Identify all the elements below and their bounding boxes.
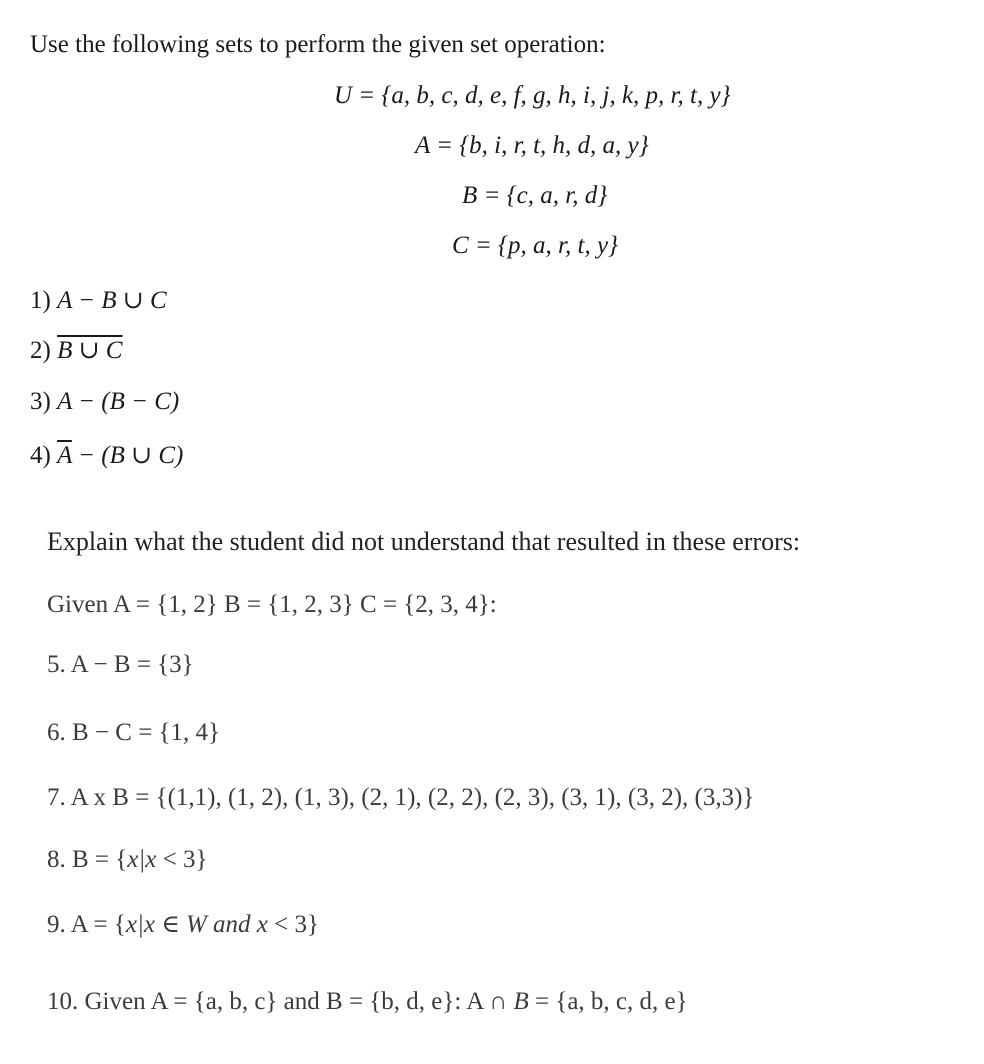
error-item-10 [47, 988, 688, 1016]
problem-expression: B ∪ C [57, 337, 123, 364]
error-text: 9. A = { [47, 911, 126, 938]
problem-expression: − (B ∪ C) [71, 442, 184, 469]
error-text: < 3} [156, 846, 208, 873]
problem-number: 3) [30, 388, 51, 415]
error-math: x|x [127, 846, 157, 873]
error-item-7: 7. A x B = {(1,1), (1, 2), (1, 3), (2, 1), (2, 2), (2, 3), (3, 1), (3, 2), (3,3)} [47, 784, 755, 811]
set-b-definition: B = {c, a, r, d} [462, 182, 608, 209]
error-text: < 3} [267, 911, 320, 938]
problem-number: 2) [30, 337, 51, 364]
set-u-definition: U = {a, b, c, d, e, f, g, h, i, j, k, p, r, t, y} [334, 82, 731, 109]
problem-number: 4) [30, 442, 51, 469]
problem-2 [30, 335, 122, 365]
problem-expression: A − (B − C) [57, 388, 180, 415]
problem-expression-complement: $\overline{A}$ [57, 442, 72, 469]
error-text: = {a, b, c, d, e} [528, 988, 688, 1015]
error-math: B [513, 988, 529, 1015]
problem-4 [30, 440, 183, 470]
error-item-9 [47, 909, 319, 939]
error-item-5: 5. A − B = {3} [47, 651, 194, 678]
error-item-6: 6. B − C = {1, 4} [47, 719, 221, 746]
problem-1 [30, 285, 167, 315]
errors-heading: Explain what the student did not understand that resulted in these errors: [47, 527, 801, 556]
problem-number: 1) [30, 287, 51, 314]
set-a-definition: A = {b, i, r, t, h, d, a, y} [415, 132, 649, 159]
instructions-heading: Use the following sets to perform the given set operation: [30, 31, 606, 58]
error-text: 8. B = { [47, 846, 128, 873]
error-math: x|x ∈ W and x [125, 911, 268, 938]
error-item-8 [47, 846, 207, 874]
problem-expression: A − B ∪ C [57, 287, 167, 314]
error-text: 10. Given A = {a, b, c} and B = {b, d, e}: A ∩ [47, 988, 514, 1015]
given-sets: Given A = {1, 2} B = {1, 2, 3} C = {2, 3, 4}: [47, 591, 497, 618]
set-c-definition: C = {p, a, r, t, y} [452, 232, 619, 259]
problem-3 [30, 388, 179, 416]
